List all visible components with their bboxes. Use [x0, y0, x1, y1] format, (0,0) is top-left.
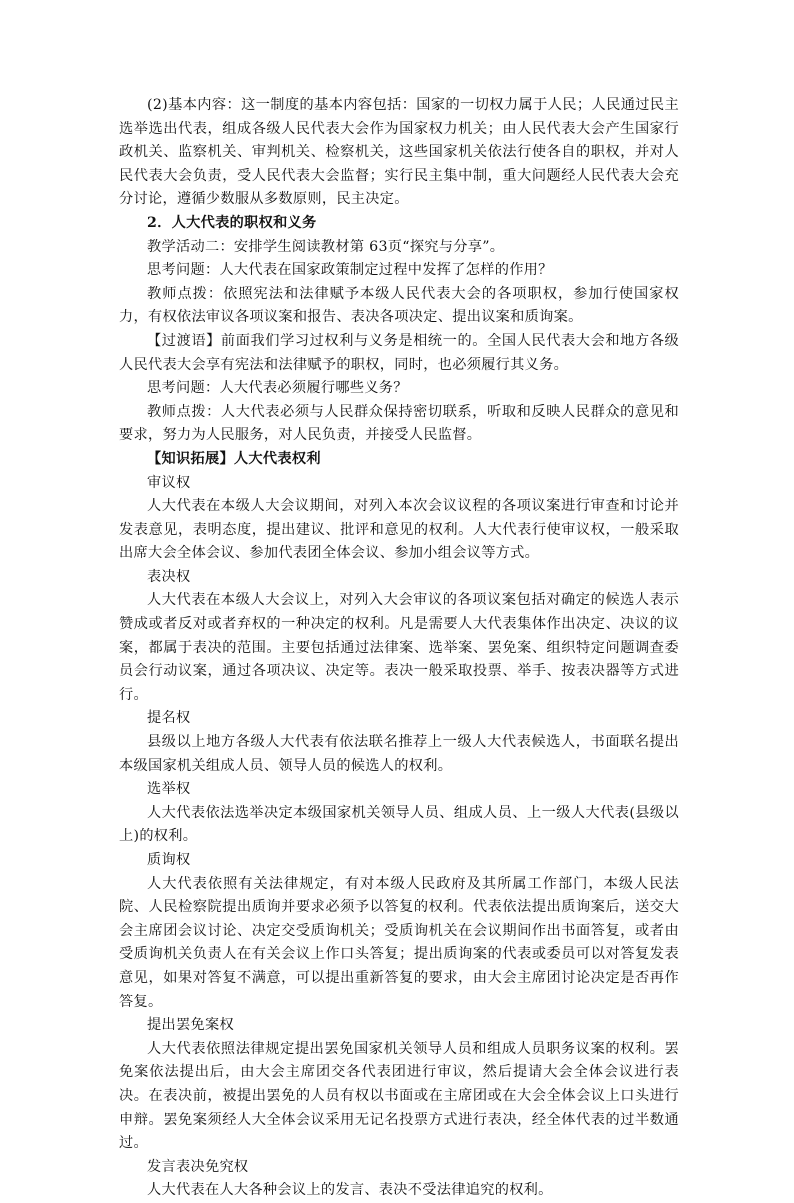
- paragraph-recall-right: 人大代表依照法律规定提出罢免国家机关领导人员和组成人员职务议案的权利。罢免案依法提出后，由大会主席团交各代表团进行审议，然后提请大会全体会议进行表决。在表决前，被提出罢免的人员有权以书面或在主席团或在大会全体会议上口头进行申辩。罢免案须经人大全体会议采用无记名投票方式进行表决，经全体代表的过半数通过。: [119, 1040, 679, 1152]
- paragraph-basic-content: (2)基本内容：这一制度的基本内容包括：国家的一切权力属于人民；人民通过民主选举选出代表，组成各级人民代表大会作为国家权力机关；由人民代表大会产生国家行政机关、监察机关、审判机关、检察机关，这些国家机关依法行使各自的职权，并对人民代表大会负责，受人民代表大会监督；实行民主集中制，重大问题经人民代表大会充分讨论，遵循少数服从多数原则，民主决定。: [119, 97, 679, 208]
- paragraph-election-right: 人大代表依法选举决定本级国家机关领导人员、组成人员、上一级人大代表(县级以上)的权利。: [119, 804, 679, 845]
- subheading-election-right: 选举权: [147, 781, 191, 798]
- document-page: [119, 94, 679, 1203]
- subheading-review-right: 审议权: [147, 474, 191, 491]
- subheading-voting-right: 表决权: [147, 568, 191, 585]
- paragraph-immunity-right: 人大代表在人大各种会议上的发言、表决不受法律追究的权利。: [147, 1182, 553, 1199]
- paragraph-teacher-note-two: 教师点拨：人大代表必须与人民群众保持密切联系，听取和反映人民群众的意见和要求，努力为人民服务，对人民负责，并接受人民监督。: [119, 403, 679, 444]
- paragraph-nomination-right: 县级以上地方各级人大代表有依法联名推荐上一级人大代表候选人，书面联名提出本级国家机关组成人员、领导人员的候选人的权利。: [119, 734, 679, 774]
- subheading-recall-right: 提出罢免案权: [147, 1017, 234, 1034]
- paragraph-voting-right: 人大代表在本级人大会议上，对列入大会审议的各项议案包括对确定的候选人表示赞成或者反对或者弃权的一种决定的权利。凡是需要人大代表集体作出决定、决议的议案，都属于表决的范围。主要包括通过法律案、选举案、罢免案、组织特定问题调查委员会行动议案，通过各项决议、决定等。表决一般采取投票、举手、按表决器等方式进行。: [119, 592, 679, 703]
- paragraph-activity-two: 教学活动二：安排学生阅读教材第 63页“探究与分享”。: [147, 238, 505, 255]
- subheading-nomination-right: 提名权: [147, 710, 191, 727]
- paragraph-question-two: 思考问题：人大代表必须履行哪些义务？: [147, 380, 408, 397]
- paragraph-question-one: 思考问题：人大代表在国家政策制定过程中发挥了怎样的作用？: [147, 262, 553, 279]
- subheading-inquiry-right: 质询权: [147, 852, 191, 868]
- paragraph-teacher-note-one: 教师点拨：依照宪法和法律赋予本级人民代表大会的各项职权，参加行使国家权力，有权依法审议各项议案和报告、表决各项决定、提出议案和质询案。: [119, 285, 679, 326]
- paragraph-review-right: 人大代表在本级人大会议期间，对列入本次会议议程的各项议案进行审查和讨论并发表意见，表明态度，提出建议、批评和意见的权利。人大代表行使审议权，一般采取出席大会全体会议、参加代表团全体会议、参加小组会议等方式。: [119, 498, 679, 562]
- paragraph-inquiry-right: 人大代表依照有关法律规定，有对本级人民政府及其所属工作部门，本级人民法院、人民检察院提出质询并要求必须予以答复的权利。代表依法提出质询案后，送交大会主席团会议讨论、决定交受质询机关；受质询机关在会议期间作出书面答复，或者由受质询机关负责人在有关会议上作口头答复；提出质询案的代表或委员可以对答复发表意见，如果对答复不满意，可以提出重新答复的要求，由大会主席团讨论决定是否再作答复。: [119, 875, 679, 1010]
- paragraph-transition: 【过渡语】前面我们学习过权利与义务是相统一的。全国人民代表大会和地方各级人民代表大会享有宪法和法律赋予的职权，同时，也必须履行其义务。: [119, 332, 679, 373]
- section-heading-duties: 2．人大代表的职权和义务: [147, 214, 317, 231]
- heading-knowledge-extension: 【知识拓展】人大代表权利: [147, 450, 321, 467]
- subheading-immunity-right: 发言表决免究权: [147, 1158, 249, 1175]
